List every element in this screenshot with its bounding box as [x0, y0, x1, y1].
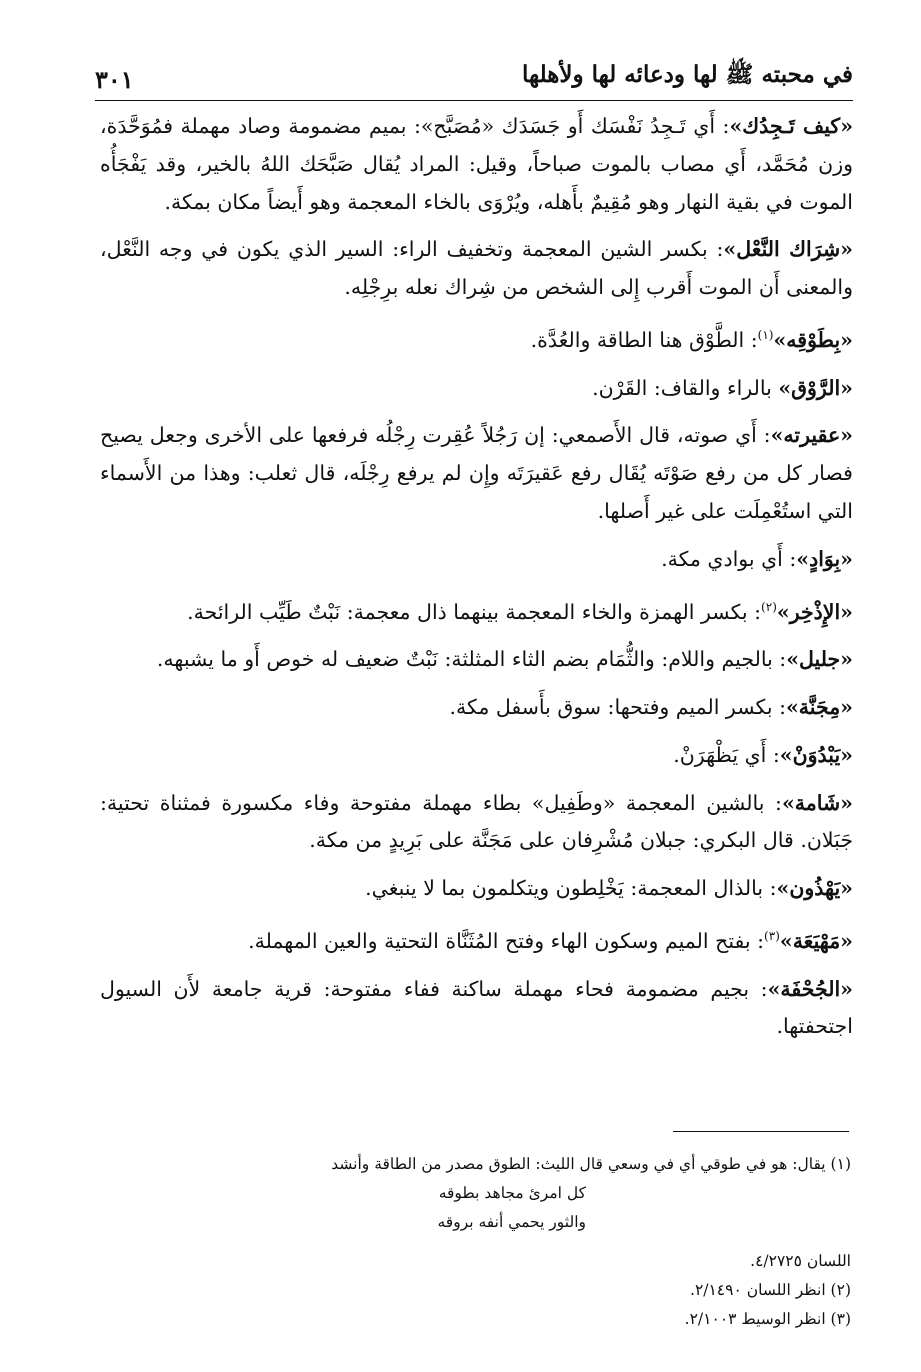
entry-term: «يَبْدُوَنْ» [779, 742, 853, 767]
entry-term: «كيف تَـجِدُك» [729, 114, 854, 138]
glossary-entry [100, 108, 853, 221]
glossary-entry [100, 641, 853, 679]
glossary-entry [100, 689, 853, 727]
glossary-entry [100, 971, 853, 1047]
entry-term: «الجُحْفَة» [767, 976, 853, 1001]
footnote-1-verse-1: كل امرئ مجاهد بطوقه [438, 1184, 586, 1202]
footnote-3: (٣) انظر الوسيط ٢/١٠٠٣. [684, 1310, 851, 1328]
footnote-ref: (٣) [764, 929, 780, 943]
entry-text: : بكسر الشين المعجمة وتخفيف الراء: السير الذي يكون في وجه النَّعْل، والمعنى أَن الموت أَقرب إِلى الشخص من شِراك نعله برِجْلِه. [100, 237, 853, 300]
entry-text: : أَي بوادي مكة. [661, 546, 797, 571]
entry-term: «مَهْيَعَة» [779, 928, 853, 953]
entry-term: «عقيرته» [770, 423, 853, 448]
glossary-body [100, 108, 853, 1056]
footnote-ref: (٢) [761, 599, 777, 614]
entry-term: «شِرَاك النَّعْل» [723, 237, 853, 262]
entry-text: : بالشين المعجمة «وطَفِيل» بطاء مهملة مفتوحة وفاء مكسورة فمثناة تحتية: جَبَلان. قال البكري: جبلان مُشْرِفان على مَجَنَّة على بَرِيدٍ من مكة. [100, 790, 853, 853]
glossary-entry [100, 737, 853, 775]
footnote-2: (٢) انظر اللسان ٢/١٤٩٠. [690, 1281, 851, 1299]
glossary-entry [100, 541, 853, 579]
footnote-1-verse-2: والثور يحمي أنفه بروقه [437, 1213, 586, 1231]
chapter-title: في محبته ﷺ لها ودعائه لها ولأهلها [522, 61, 853, 88]
glossary-entry [100, 317, 853, 360]
entry-text: : بكسر الميم وفتحها: سوق بأَسفل مكة. [449, 695, 786, 720]
page-number: ٣٠١ [95, 65, 134, 94]
glossary-entry [100, 417, 853, 530]
footnote-1-source: اللسان ٤/٢٧٢٥. [750, 1252, 851, 1270]
running-header [95, 50, 853, 101]
entry-text: : أَي يَظْهَرَنْ. [673, 742, 780, 767]
entry-text: : الطَّوْق هنا الطاقة والعُدَّة. [530, 327, 758, 352]
entry-text: : بالجيم واللام: والثُّمَام بضم الثاء المثلثة: نَبْتٌ ضعيف له خوص أَو ما يشبهه. [156, 647, 787, 672]
entry-text: : بالذال المعجمة: يَخْلِطون ويتكلمون بما لا ينبغي. [365, 876, 777, 901]
entry-term: «بِوَادٍ» [796, 546, 853, 571]
entry-text: بالراء والقاف: القَرْن. [592, 375, 779, 400]
glossary-entry [100, 785, 853, 861]
footnote-divider [673, 1131, 849, 1132]
footnote-1: (١) يقال: هو في طوقي أي في وسعي قال الليث: الطوق مصدر من الطاقة وأنشد [331, 1155, 851, 1173]
entry-text: : بجيم مضمومة فحاء مهملة ساكنة ففاء مفتوحة: قرية جامعة لأَن السيول اجتحفتها. [100, 976, 853, 1039]
footnotes [100, 1150, 851, 1334]
entry-term: «يَهْذُون» [776, 876, 853, 901]
glossary-entry [100, 231, 853, 307]
entry-text: : بكسر الهمزة والخاء المعجمة بينهما ذال معجمة: نَبْتٌ طَيِّب الرائحة. [187, 599, 762, 624]
entry-text: : أَي تَـجِدُ نَفْسَك أَو جَسَدَك «مُصَبَّح»: بميم مضمومة وصاد مهملة فمُوَحَّدَة، وزن مُحَمَّد، أَي مصاب بالموت صباحاً، وقيل: المراد يُقال صَبَّحَك اللهُ بالخير، وقد يَفْجَأُه الموت في بقية النهار وهو مُقِيمٌ بأَهله، ويُرْوَى بالخاء المعجمة وهو أَيضاً مكان بمكة. [100, 114, 853, 214]
entry-term: «مِجَنَّة» [785, 695, 853, 720]
glossary-entry [100, 918, 853, 961]
footnote-ref: (١) [757, 327, 774, 342]
entry-term: «شَامة» [781, 790, 853, 815]
entry-term: «جليل» [786, 647, 853, 672]
entry-term: «الرَّوْق» [778, 375, 853, 400]
glossary-entry [100, 589, 853, 632]
entry-text: : أَي صوته، قال الأَصمعي: إن رَجُلاً عُقِرت رِجْلُه فرفعها على الأخرى وجعل يصيح فصار كل من رفع صَوْتَه يُقَال رفع عَقيرَتَه وإِن لم يرفع رِجْلَه، قال ثعلب: وهذا من الأَسماء التي استُعْمِلَت على غير أَصلها. [100, 423, 853, 523]
entry-term: «بِطَوْقِه» [773, 327, 853, 352]
glossary-entry [100, 370, 853, 408]
glossary-entry [100, 870, 853, 908]
entry-term: «الإِذْخِر» [776, 599, 853, 624]
entry-text: : بفتح الميم وسكون الهاء وفتح المُثَنَّاة التحتية والعين المهملة. [248, 928, 765, 953]
